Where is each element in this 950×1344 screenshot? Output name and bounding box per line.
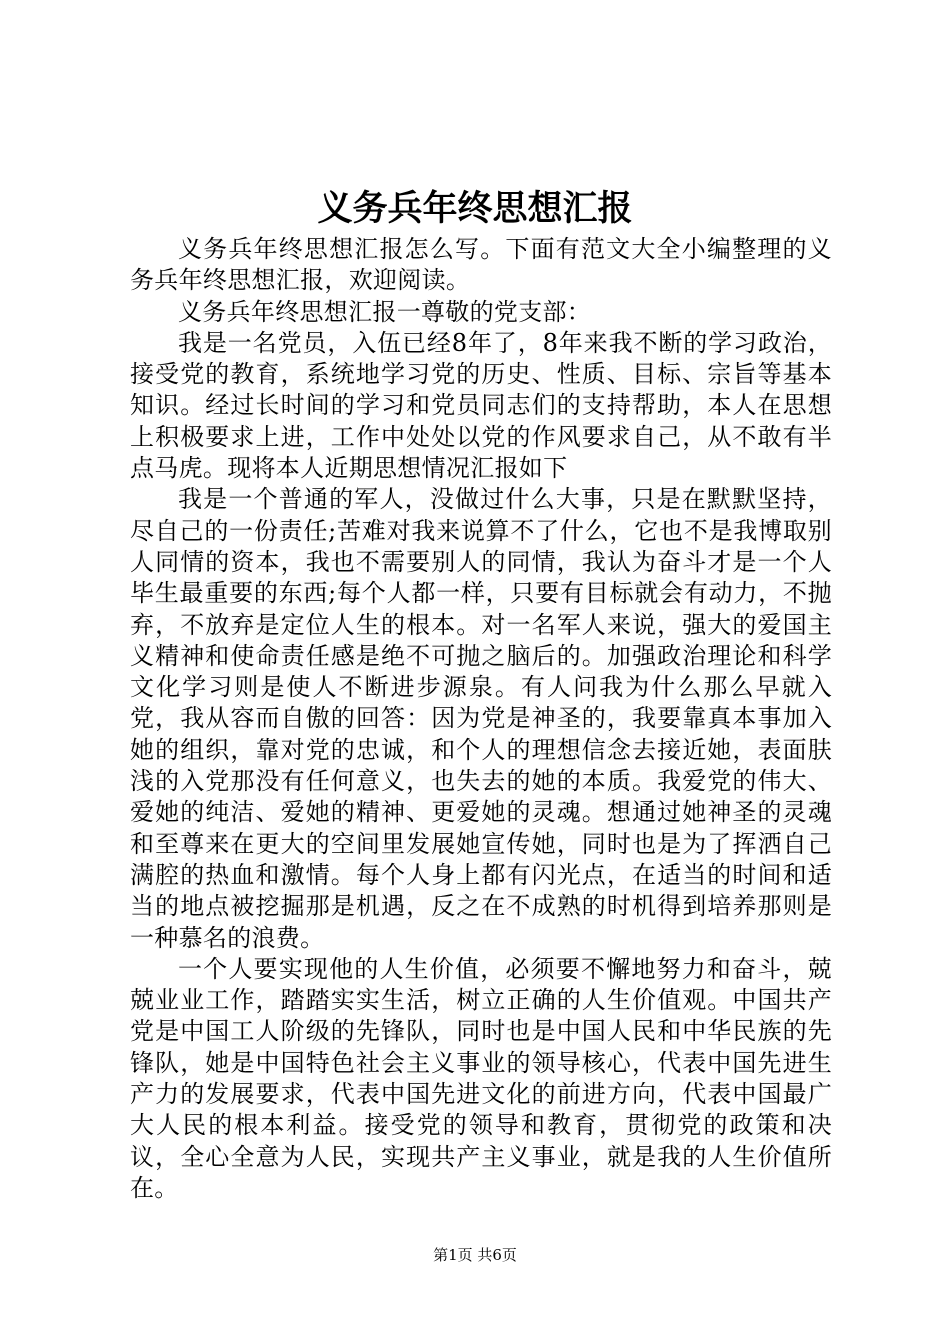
paragraph-background: 我是一名党员，入伍已经8年了，8年来我不断的学习政治，接受党的教育，系统地学习党的历史、性质、目标、宗旨等基本知识。经过长时间的学习和党员同志们的支持帮助，本人在思想上积极要求上进，工作中处处以党的作风要求自己，从不敢有半点马虎。现将本人近期思想情况汇报如下 [130, 328, 832, 483]
paragraph-salutation: 义务兵年终思想汇报一尊敬的党支部： [178, 297, 592, 326]
paragraph-values: 一个人要实现他的人生价值，必须要不懈地努力和奋斗，兢兢业业工作，踏踏实实生活，树立正确的人生价值观。中国共产党是中国工人阶级的先锋队，同时也是中国人民和中华民族的先锋队，她是中国特色社会主义事业的领导核心，代表中国先进生产力的发展要求，代表中国先进文化的前进方向，代表中国最广大人民的根本利益。接受党的领导和教育，贯彻党的政策和决议，全心全意为人民，实现共产主义事业，就是我的人生价值所在。 [130, 954, 832, 1202]
paragraph-intro: 义务兵年终思想汇报怎么写。下面有范文大全小编整理的义务兵年终思想汇报，欢迎阅读。 [130, 235, 832, 295]
page-number: 第1页 共6页 [433, 1246, 517, 1264]
document-body [130, 234, 832, 1204]
paragraph-reflection: 我是一个普通的军人，没做过什么大事，只是在默默坚持，尽自己的一份责任;苦难对我来说算不了什么，它也不是我博取别人同情的资本，我也不需要别人的同情，我认为奋斗才是一个人毕生最重要的东西;每个人都一样，只要有目标就会有动力，不抛弃，不放弃是定位人生的根本。对一名军人来说，强大的爱国主义精神和使命责任感是绝不可抛之脑后的。加强政治理论和科学文化学习则是使人不断进步源泉。有人问我为什么那么早就入党，我从容而自傲的回答：因为党是神圣的，我要靠真本事加入她的组织，靠对党的忠诚，和个人的理想信念去接近她，表面肤浅的入党那没有任何意义，也失去的她的本质。我爱党的伟大、爱她的纯洁、爱她的精神、更爱她的灵魂。想通过她神圣的灵魂和至尊来在更大的空间里发展她宣传她，同时也是为了挥洒自己满腔的热血和激情。每个人身上都有闪光点，在适当的时间和适当的地点被挖掘那是机遇，反之在不成熟的时机得到培养那则是一种慕名的浪费。 [130, 485, 832, 952]
document-title: 义务兵年终思想汇报 [317, 188, 633, 229]
